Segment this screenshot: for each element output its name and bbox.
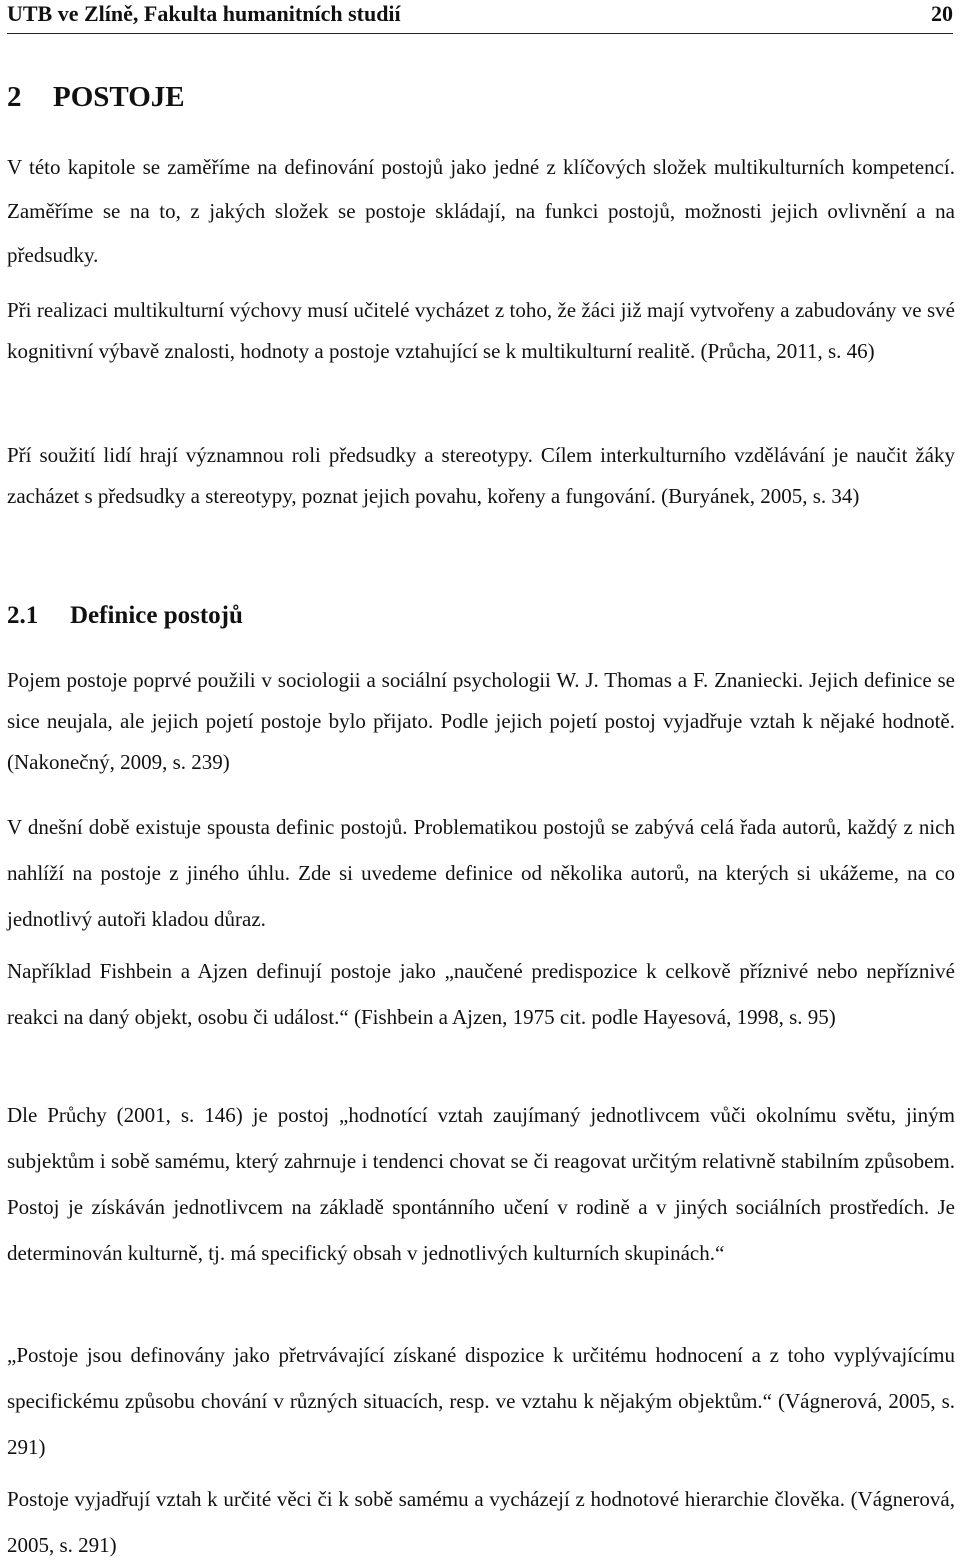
header-rule [7,33,953,34]
section-title: Definice postojů [70,602,243,629]
paragraph: Pří soužití lidí hrají významnou roli předsudky a stereotypy. Cílem interkulturního vzdělávání je naučit žáky zacházet s předsudky a stereotypy, poznat jejich povahu, kořeny a fungování. (Buryánek, 2005, s. 34) [7,443,955,508]
running-header [7,0,953,30]
paragraph: Dle Průchy (2001, s. 146) je postoj „hodnotící vztah zaujímaný jednotlivcem vůči okolnímu světu, jiným subjektům i sobě samému, který zahrnuje i tendenci chovat se či reagovat určitým relativně stabilním způsobem. Postoj je získáván jednotlivcem na základě spontánního učení v rodině a v jiných sociálních prostředích. Je determinován kulturně, tj. má specifický obsah v jednotlivých kulturních skupinách.“ [7,1103,955,1265]
paragraph: V této kapitole se zaměříme na definování postojů jako jedné z klíčových složek multikulturních kompetencí. Zaměříme se na to, z jakých složek se postoje skládají, na funkci postojů, možnosti jejich ovlivnění a na předsudky. [7,155,955,267]
chapter-heading [7,80,185,114]
header-title: UTB ve Zlíně, Fakulta humanitních studií [7,1,401,26]
paragraph: V dnešní době existuje spousta definic postojů. Problematikou postojů se zabývá celá řada autorů, každý z nich nahlíží na postoje z jiného úhlu. Zde si uvedeme definice od několika autorů, na kterých si ukážeme, na co jednotlivý autoři kladou důraz. [7,815,955,931]
paragraph: Postoje vyjadřují vztah k určité věci či k sobě samému a vycházejí z hodnotové hierarchie člověka. (Vágnerová, 2005, s. 291) [7,1487,955,1557]
paragraph: Pojem postoje poprvé použili v sociologii a sociální psychologii W. J. Thomas a F. Znaniecki. Jejich definice se sice neujala, ale jejich pojetí postoje bylo přijato. Podle jejich pojetí postoj vyjadřuje vztah k nějaké hodnotě. (Nakonečný, 2009, s. 239) [7,668,955,774]
section-heading [7,600,243,632]
chapter-number: 2 [7,81,22,113]
section-number: 2.1 [7,602,39,629]
paragraph: Při realizaci multikulturní výchovy musí učitelé vycházet z toho, že žáci již mají vytvořeny a zabudovány ve své kognitivní výbavě znalosti, hodnoty a postoje vztahující se k multikulturní realitě. (Průcha, 2011, s. 46) [7,298,955,363]
paragraph: „Postoje jsou definovány jako přetrvávající získané dispozice k určitému hodnocení a z toho vyplývajícímu specifickému způsobu chování v různých situacích, resp. ve vztahu k nějakým objektům.“ (Vágnerová, 2005, s. 291) [7,1343,955,1459]
chapter-title: POSTOJE [53,81,185,113]
paragraph: Například Fishbein a Ajzen definují postoje jako „naučené predispozice k celkově příznivé nebo nepříznivé reakci na daný objekt, osobu či událost.“ (Fishbein a Ajzen, 1975 cit. podle Hayesová, 1998, s. 95) [7,959,955,1029]
page-number: 20 [931,1,953,26]
